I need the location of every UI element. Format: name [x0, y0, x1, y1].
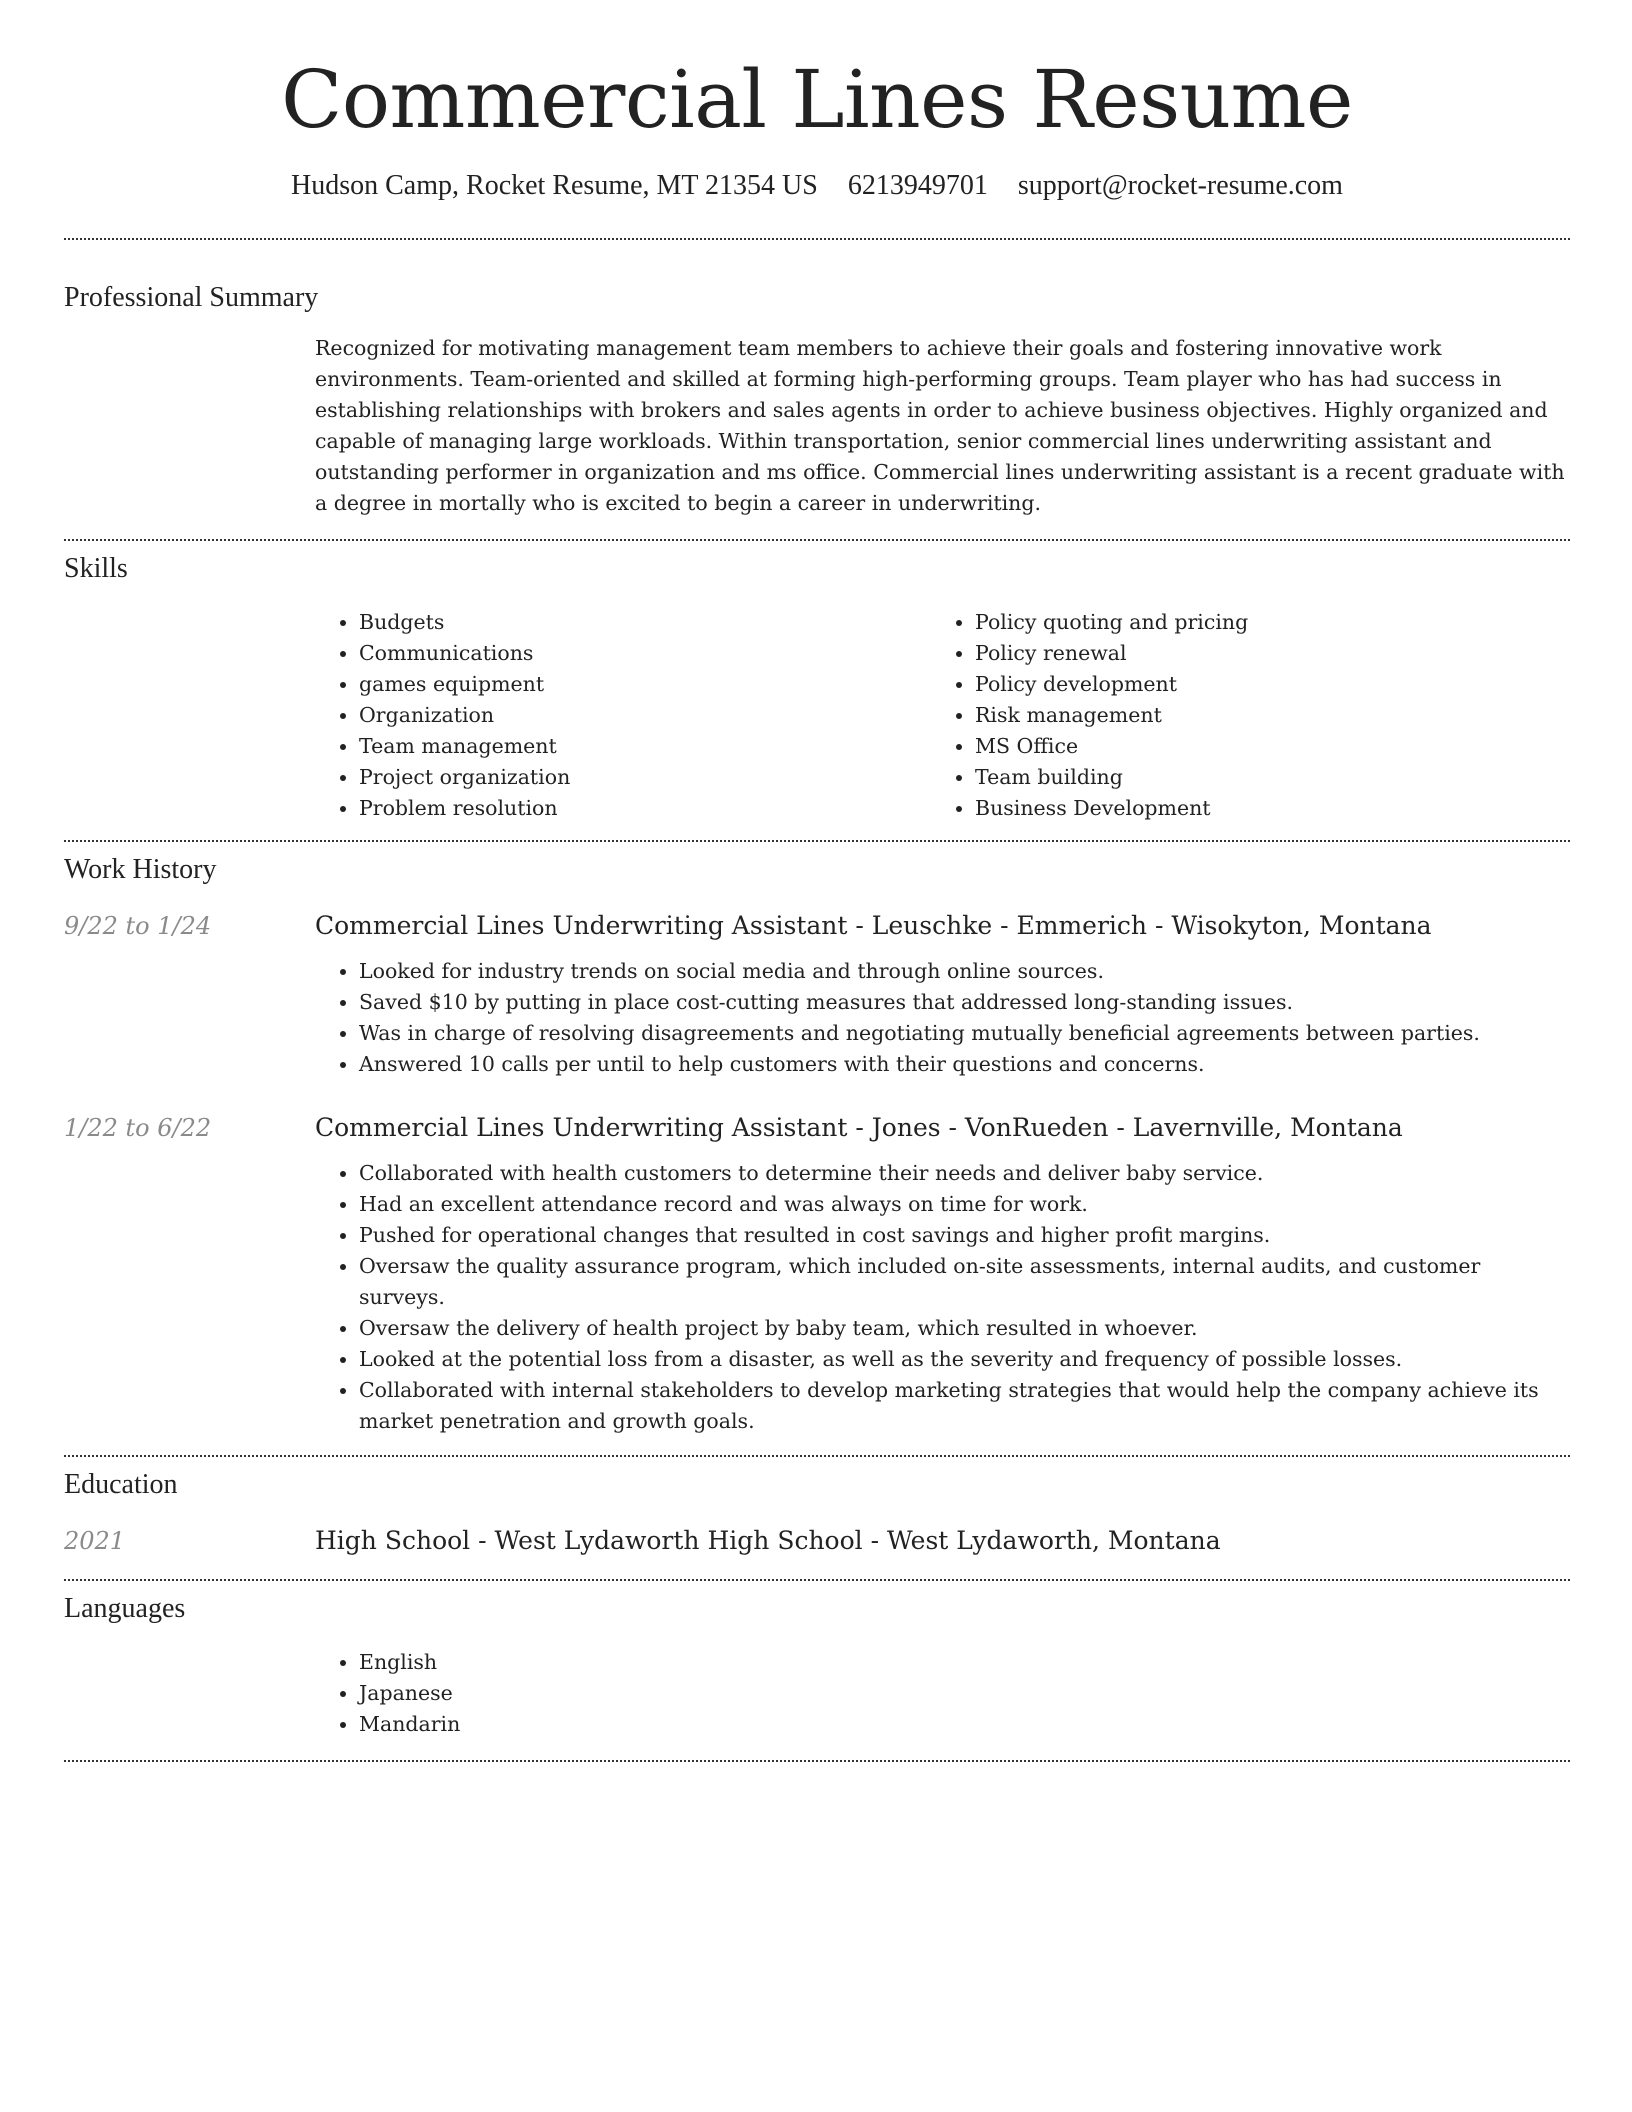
divider: [64, 539, 1570, 541]
skill-item: • games equipment: [359, 669, 931, 700]
skill-item: • MS Office: [975, 731, 1547, 762]
work-history-heading: Work History: [64, 854, 217, 885]
divider: [64, 1579, 1570, 1581]
divider: [64, 1760, 1570, 1762]
contact-phone: 6213949701: [847, 170, 988, 201]
work-history-section: [64, 852, 1570, 1437]
skill-item: • Business Development: [975, 793, 1547, 824]
skill-item: • Team management: [359, 731, 931, 762]
job-entry: [64, 908, 1570, 1080]
divider: [64, 1455, 1570, 1457]
education-entry: [64, 1523, 1570, 1559]
contact-email: support@rocket-resume.com: [1017, 170, 1343, 201]
skills-section: [64, 551, 1570, 824]
job-bullet: • Looked for industry trends on social media and through online sources.: [359, 956, 1570, 987]
job-entry: [64, 1110, 1570, 1437]
divider: [64, 840, 1570, 842]
skill-item: • Team building: [975, 762, 1547, 793]
education-year: 2021: [64, 1527, 126, 1555]
job-bullet: • Oversaw the quality assurance program, which included on-site assessments, internal audits, and customer surveys.: [359, 1251, 1570, 1313]
job-bullets: [315, 956, 1570, 1080]
job-dates: 1/22 to 6/22: [64, 1114, 212, 1142]
language-item: • Japanese: [359, 1678, 1570, 1709]
contact-address: Hudson Camp, Rocket Resume, MT 21354 US: [291, 170, 818, 201]
skill-item: • Project organization: [359, 762, 931, 793]
language-item: • English: [359, 1647, 1570, 1678]
job-bullet: • Had an excellent attendance record and was always on time for work.: [359, 1189, 1570, 1220]
resume-title: Commercial Lines Resume: [281, 53, 1353, 146]
skill-item: • Problem resolution: [359, 793, 931, 824]
resume-page: [64, 0, 1570, 1762]
skills-column-left: [315, 607, 931, 824]
education-heading: Education: [64, 1469, 178, 1500]
education-detail: High School - West Lydaworth High School - West Lydaworth, Montana: [315, 1526, 1221, 1555]
summary-section: [64, 280, 1570, 519]
skill-item: • Communications: [359, 638, 931, 669]
education-section: [64, 1467, 1570, 1559]
skills-list: [315, 607, 1570, 824]
summary-text: Recognized for motivating management team members to achieve their goals and fostering innovative work environments. Team-oriented and skilled at forming high-performing groups. Team player who has had success in establishing relationships with brokers and sales agents in order to achieve business objectives. Highly organized and capable of managing large workloads. Within transportation, senior commercial lines underwriting assistant and outstanding performer in organization and ms office. Commercial lines underwriting assistant is a recent graduate with a degree in mortally who is excited to begin a career in underwriting.: [315, 336, 1565, 515]
summary-heading: Professional Summary: [64, 282, 319, 313]
languages-list: [315, 1647, 1570, 1740]
contact-line: [64, 168, 1570, 204]
job-bullet: • Was in charge of resolving disagreements and negotiating mutually beneficial agreements between parties.: [359, 1018, 1570, 1049]
job-bullet: • Answered 10 calls per until to help customers with their questions and concerns.: [359, 1049, 1570, 1080]
skills-column-right: [931, 607, 1547, 824]
job-bullet: • Saved $10 by putting in place cost-cutting measures that addressed long-standing issues.: [359, 987, 1570, 1018]
skill-item: • Policy quoting and pricing: [975, 607, 1547, 638]
job-bullet: • Looked at the potential loss from a disaster, as well as the severity and frequency of possible losses.: [359, 1344, 1570, 1375]
job-bullet: • Collaborated with health customers to determine their needs and deliver baby service.: [359, 1158, 1570, 1189]
skills-heading: Skills: [64, 553, 128, 584]
job-dates: 9/22 to 1/24: [64, 912, 212, 940]
skill-item: • Organization: [359, 700, 931, 731]
job-bullet: • Pushed for operational changes that resulted in cost savings and higher profit margins.: [359, 1220, 1570, 1251]
skill-item: • Budgets: [359, 607, 931, 638]
divider: [64, 238, 1570, 240]
job-bullet: • Oversaw the delivery of health project by baby team, which resulted in whoever.: [359, 1313, 1570, 1344]
job-bullets: [315, 1158, 1570, 1437]
languages-heading: Languages: [64, 1593, 186, 1624]
job-bullet: • Collaborated with internal stakeholders to develop marketing strategies that would help the company achieve its market penetration and growth goals.: [359, 1375, 1570, 1437]
job-title: Commercial Lines Underwriting Assistant - Jones - VonRueden - Lavernville, Montana: [315, 1113, 1403, 1142]
skill-item: • Policy renewal: [975, 638, 1547, 669]
languages-section: [64, 1591, 1570, 1740]
skill-item: • Risk management: [975, 700, 1547, 731]
skill-item: • Policy development: [975, 669, 1547, 700]
language-item: • Mandarin: [359, 1709, 1570, 1740]
job-title: Commercial Lines Underwriting Assistant - Leuschke - Emmerich - Wisokyton, Montana: [315, 911, 1432, 940]
